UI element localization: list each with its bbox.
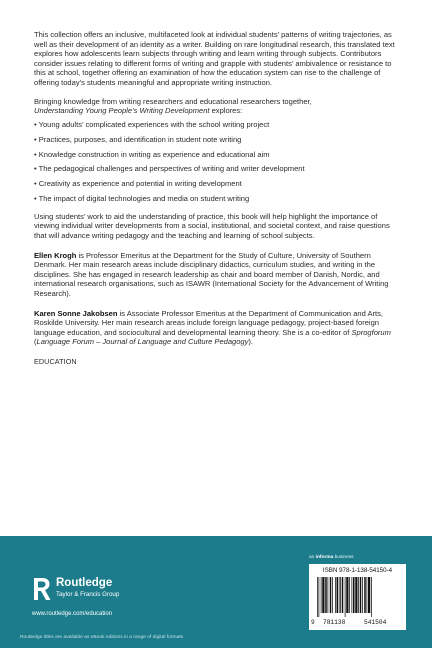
journal-full-name: Language Forum – Journal of Language and Culture Pedagogy bbox=[36, 337, 249, 347]
barcode-bar bbox=[335, 577, 336, 613]
barcode-bar bbox=[322, 577, 324, 613]
publisher-url[interactable]: www.routledge.com/education bbox=[32, 611, 113, 617]
topic-item: • Knowledge construction in writing as experience and educational aim bbox=[34, 149, 270, 159]
topic-item: • Young adults’ complicated experiences with the school writing project bbox=[34, 119, 270, 129]
barcode-bar bbox=[321, 577, 322, 613]
isbn-number: ISBN 978-1-138-54150-4 bbox=[322, 567, 393, 574]
barcode-bar bbox=[371, 577, 372, 617]
barcode-bar bbox=[360, 577, 362, 613]
barcode-bar bbox=[367, 577, 368, 613]
topic-item: • Practices, purposes, and identification in student note writing bbox=[34, 134, 242, 144]
barcode-bar bbox=[358, 577, 359, 613]
barcode-bar bbox=[340, 577, 341, 613]
barcode-bar bbox=[352, 577, 353, 613]
informa-suffix: business bbox=[333, 555, 354, 560]
author-bio-jakobsen bbox=[34, 309, 402, 347]
journal-paren-open: ( bbox=[34, 337, 37, 347]
subject-label: EDUCATION bbox=[34, 356, 77, 366]
topics-list bbox=[34, 120, 402, 204]
barcode-bar bbox=[325, 577, 327, 613]
barcode-bar bbox=[337, 577, 339, 613]
back-cover-text bbox=[34, 30, 402, 367]
author-name: Karen Sonne Jakobsen bbox=[34, 308, 118, 318]
barcode-bar bbox=[349, 577, 350, 613]
topic-item: • Creativity as experience and potential in writing development bbox=[34, 179, 242, 189]
journal-end: ). bbox=[248, 337, 254, 347]
author-bio-text: is Professor Emeritus at the Department for the Study of Culture, University of Southern Denmark. Her main research areas include disciplinary didactics, curriculum studies, and writing in the disciplines. She has engaged in research leadership as chair and board member of Danish, Nordic, and international research organisations, such as ISAWR (International Society for the Advancement of Writing Research). bbox=[34, 250, 389, 298]
informa-prefix: an bbox=[309, 555, 316, 560]
brand-subtitle: Taylor & Francis Group bbox=[56, 591, 120, 598]
barcode-bar bbox=[368, 577, 370, 613]
barcode-digit: 781138 bbox=[323, 619, 346, 626]
barcode-bar bbox=[339, 577, 340, 613]
lead-paragraph bbox=[34, 97, 402, 116]
barcode-bar bbox=[317, 577, 318, 617]
barcode-bar bbox=[342, 577, 344, 613]
barcode-digit: 541504 bbox=[364, 619, 387, 626]
publisher-footer bbox=[0, 536, 432, 648]
barcode-bar bbox=[319, 577, 320, 617]
lead-suffix: explores: bbox=[209, 106, 243, 116]
topic-item: • The impact of digital technologies and media on student writing bbox=[34, 194, 250, 204]
intro-paragraph: This collection offers an inclusive, multifaceted look at individual students’ patterns of writing trajectories, as well as their development of an identity as a writer. Building on rare longitudinal research, this translated text explores how adolescents learn subjects through writing and learn writing through subjects. Contributors consider issues relating to different forms of writing and grapple with students’ ambivalence or resistance to this at school, together offering an examination of how the education system can rise to the challenge of offering today’s students meaningful and appropriate writing instruction. bbox=[34, 30, 395, 87]
practice-paragraph: Using students’ work to aid the understanding of practice, this book will help highlight the importance of viewing individual writer developments from a social, institutional, and societal context, and raise questions that will advance writing pedagogy and the teaching and learning of school subjects. bbox=[34, 211, 390, 240]
informa-note bbox=[309, 555, 354, 560]
barcode-bar bbox=[355, 577, 357, 613]
barcode-digit: 9 bbox=[311, 619, 315, 626]
brand-name: Routledge bbox=[56, 577, 113, 589]
barcode-bar bbox=[332, 577, 333, 613]
barcode-bar bbox=[345, 577, 346, 617]
barcode-bar bbox=[353, 577, 355, 613]
author-name: Ellen Krogh bbox=[34, 250, 77, 260]
barcode-bar bbox=[328, 577, 329, 613]
lead-text: Bringing knowledge from writing researchers and educational researchers together, bbox=[34, 96, 312, 106]
barcode-bar bbox=[364, 577, 366, 613]
barcode-bar bbox=[362, 577, 363, 613]
journal-name: Sprogforum bbox=[351, 327, 391, 337]
barcode-bar bbox=[346, 577, 348, 613]
topic-item: • The pedagogical challenges and perspectives of writing and writer development bbox=[34, 164, 305, 174]
ebook-note: Routledge titles are available as eBook editions in a range of digital formats bbox=[20, 635, 184, 640]
author-bio-krogh bbox=[34, 251, 402, 299]
routledge-r-icon bbox=[32, 576, 52, 602]
book-title: Understanding Young People’s Writing Development bbox=[34, 106, 210, 116]
barcode-bar bbox=[330, 577, 332, 613]
author-bio-text: is Associate Professor Emeritus at the Department of Communication and Arts, Roskilde University. Her main research areas include foreign language pedagogy, project-based foreign language education, and sociocultural and developmental learning theory. She is a co-editor of bbox=[34, 308, 383, 337]
informa-name: informa bbox=[315, 555, 334, 560]
barcode-bars bbox=[317, 577, 399, 617]
barcode-box bbox=[309, 564, 406, 630]
